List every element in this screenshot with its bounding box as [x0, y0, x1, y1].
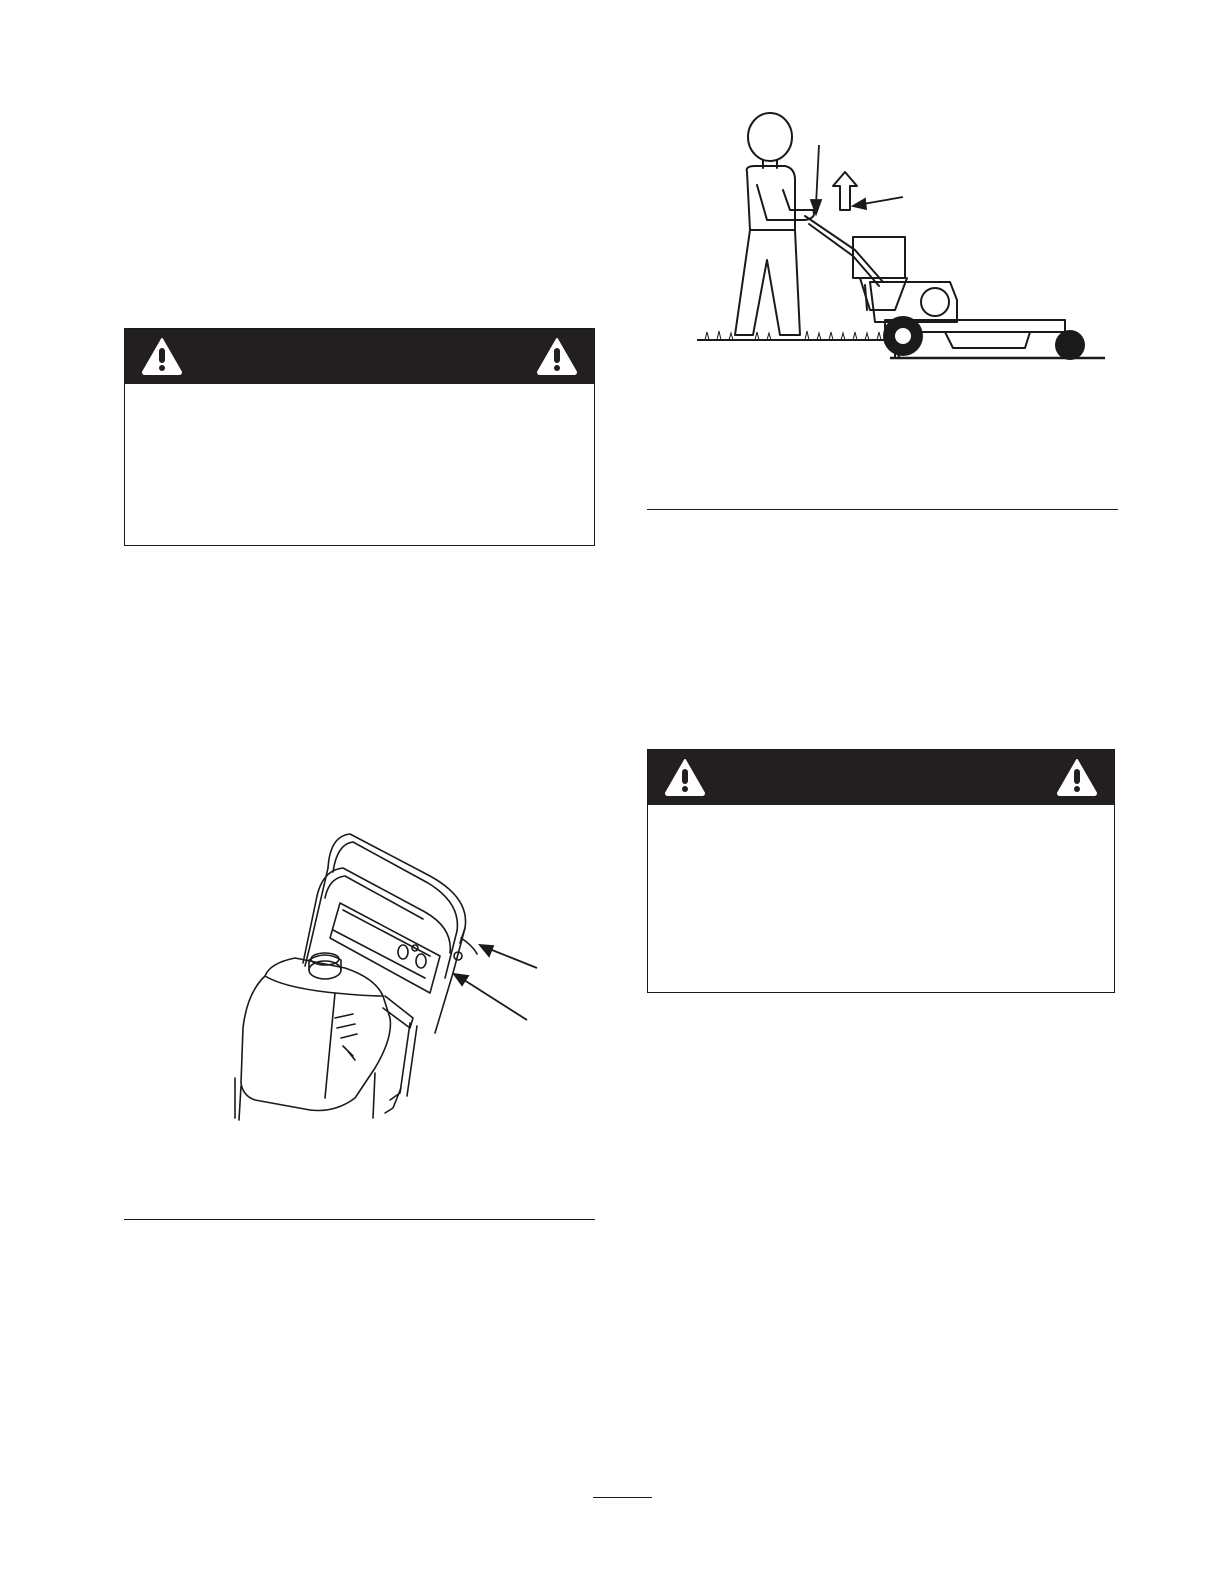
page-number-rule	[593, 1497, 652, 1498]
section-divider-left	[124, 1219, 595, 1220]
mower-handle-figure	[225, 828, 545, 1123]
warning-icon	[141, 337, 183, 375]
warning-icon	[1056, 758, 1098, 796]
warning-header-2	[648, 750, 1114, 805]
section-divider-right	[647, 509, 1118, 510]
warning-header-1	[125, 329, 594, 384]
warning-icon	[664, 758, 706, 796]
operator-mower-figure	[695, 110, 1115, 370]
warning-box-2	[647, 749, 1115, 993]
warning-icon	[536, 337, 578, 375]
warning-box-1	[124, 328, 595, 546]
